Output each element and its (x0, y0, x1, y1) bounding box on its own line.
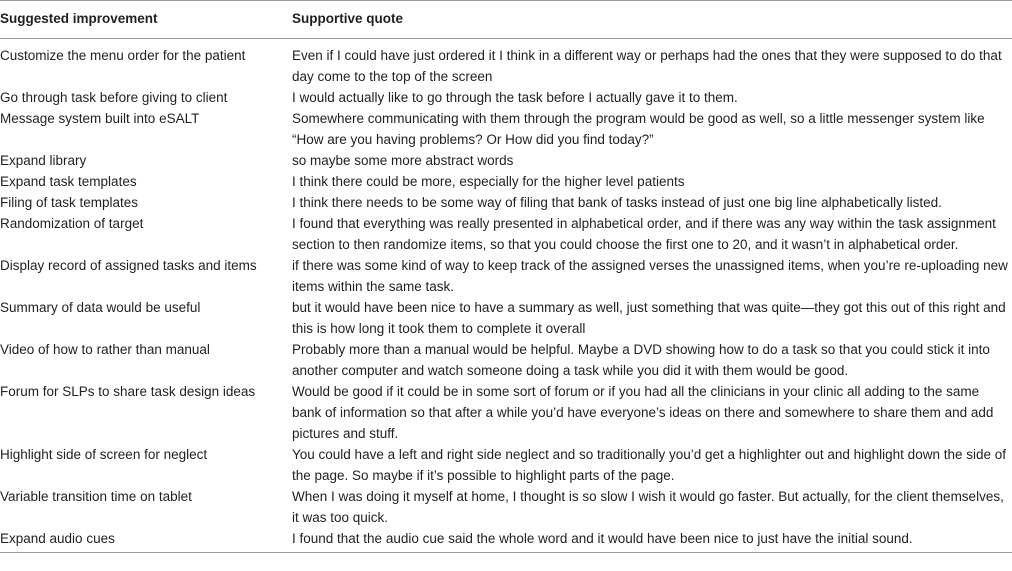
quote-cell: Somewhere communicating with them through the program would be good as well, so a little messenger system like “How are you having problems? Or How did you find today?” (292, 111, 985, 147)
table-row (0, 297, 1012, 339)
header-suggested-improvement: Suggested improvement (0, 1, 292, 39)
improvement-cell: Expand task templates (0, 174, 137, 189)
table-row (0, 87, 1012, 108)
quote-cell: I found that everything was really presented in alphabetical order, and if there was any way within the task assignment section to then randomize items, so that you could choose the first one to 20, and it wasn’t in alphabetical order. (292, 216, 996, 252)
table-row (0, 213, 1012, 255)
quote-cell: I found that the audio cue said the whole word and it would have been nice to just have the initial sound. (292, 528, 1012, 553)
quote-cell: I think there needs to be some way of filing that bank of tasks instead of just one big line alphabetically listed. (292, 195, 942, 210)
improvement-cell: Video of how to rather than manual (0, 342, 210, 357)
quote-cell: Probably more than a manual would be helpful. Maybe a DVD showing how to do a task so that you could stick it into another computer and watch someone doing a task while you did it with them would be good. (292, 342, 990, 378)
table-row (0, 108, 1012, 150)
table-row (0, 381, 1012, 444)
table-row (0, 444, 1012, 486)
header-supportive-quote: Supportive quote (292, 1, 1012, 39)
quote-cell: You could have a left and right side neglect and so traditionally you’d get a highlighter out and highlight down the side of the page. So maybe if it’s possible to highlight parts of the page. (292, 447, 1006, 483)
improvement-cell: Filing of task templates (0, 195, 139, 210)
improvement-cell: Expand audio cues (0, 528, 292, 553)
improvement-cell: Customize the menu order for the patient (0, 48, 246, 63)
quote-cell: Would be good if it could be in some sort of forum or if you had all the clinicians in your clinic all adding to the same bank of information so that after a while you’d have everyone’s ideas on there and somewhere to share them and add pictures and stuff. (292, 384, 994, 441)
table-row (0, 528, 1012, 553)
table-row (0, 192, 1012, 213)
improvement-cell: Forum for SLPs to share task design ideas (0, 384, 256, 399)
header-row (0, 1, 1012, 39)
table-row (0, 486, 1012, 528)
improvement-cell: Variable transition time on tablet (0, 489, 192, 504)
quote-cell: When I was doing it myself at home, I thought is so slow I wish it would go faster. But actually, for the client themselves, it was too quick. (292, 489, 1004, 525)
improvement-cell: Summary of data would be useful (0, 300, 201, 315)
quote-cell: I would actually like to go through the task before I actually gave it to them. (292, 90, 738, 105)
table-row (0, 150, 1012, 171)
quote-cell: but it would have been nice to have a summary as well, just something that was quite—they got this out of this right and this is how long it took them to complete it overall (292, 300, 1006, 336)
improvement-cell: Randomization of target (0, 216, 144, 231)
improvement-cell: Highlight side of screen for neglect (0, 447, 208, 462)
table-row (0, 255, 1012, 297)
quote-cell: Even if I could have just ordered it I think in a different way or perhaps had the ones that they were supposed to do that day come to the top of the screen (292, 48, 1002, 84)
quote-cell: so maybe some more abstract words (292, 153, 514, 168)
table-row (0, 171, 1012, 192)
table-row (0, 39, 1012, 88)
table-row (0, 339, 1012, 381)
improvement-cell: Display record of assigned tasks and items (0, 258, 257, 273)
improvement-cell: Go through task before giving to client (0, 90, 228, 105)
improvement-cell: Expand library (0, 153, 87, 168)
improvement-cell: Message system built into eSALT (0, 111, 200, 126)
quote-cell: if there was some kind of way to keep track of the assigned verses the unassigned items, when you’re re-uploading new items within the same task. (292, 258, 1008, 294)
quote-cell: I think there could be more, especially for the higher level patients (292, 174, 685, 189)
